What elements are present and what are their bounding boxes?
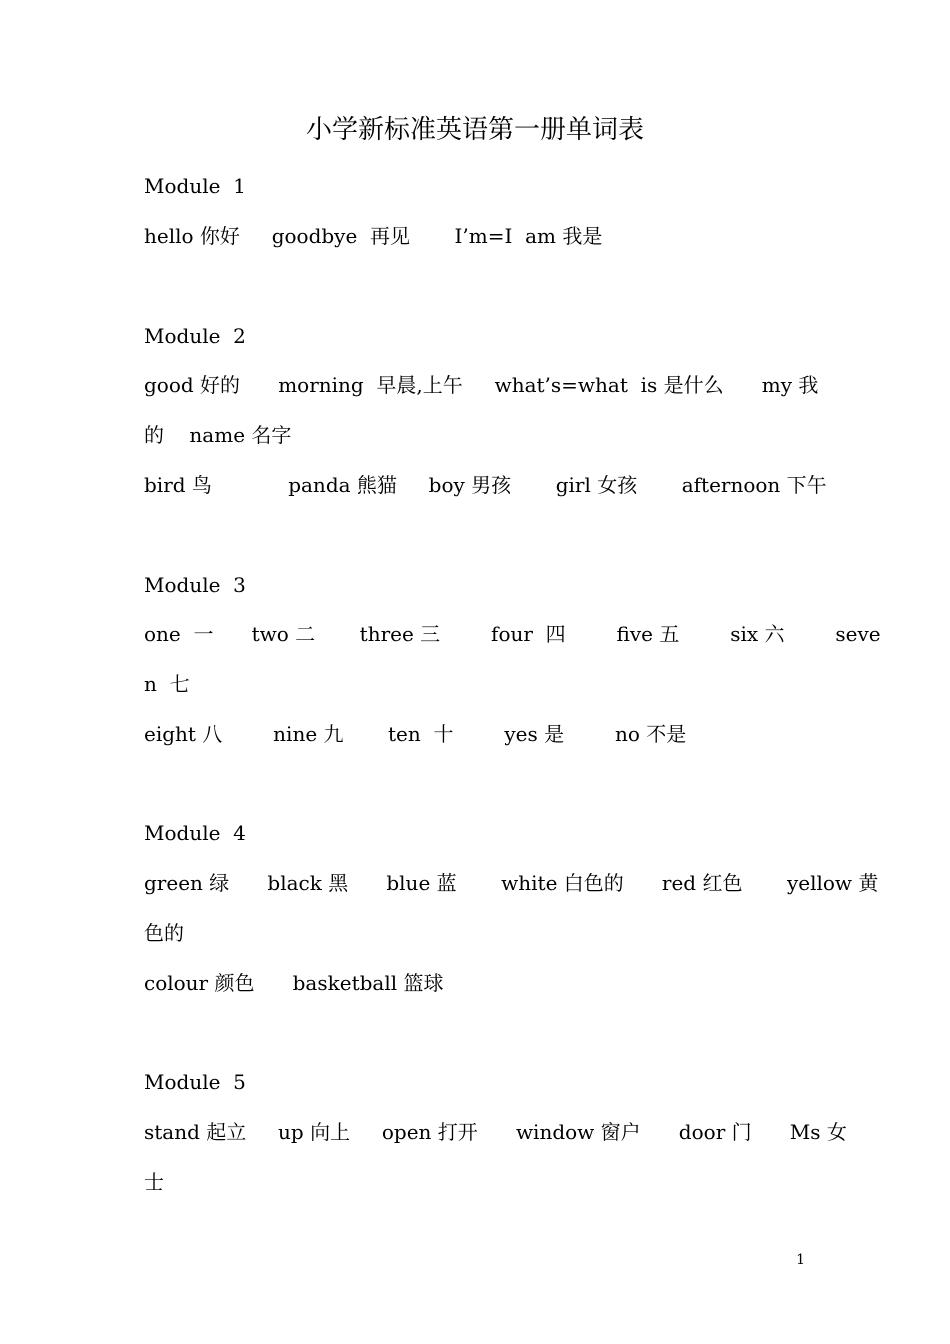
page-number: 1 bbox=[796, 1252, 805, 1268]
module-2-line-1: good 好的 morning 早晨,上午 what’s=what is 是什么 my 我 bbox=[144, 373, 819, 397]
module-3-line-3: eight 八 nine 九 ten 十 yes 是 no 不是 bbox=[144, 722, 687, 746]
module-1-heading: Module 1 bbox=[144, 174, 246, 198]
module-4-line-3: colour 颜色 basketball 篮球 bbox=[144, 971, 444, 995]
module-2-line-2: 的 name 名字 bbox=[144, 423, 292, 447]
module-4-heading: Module 4 bbox=[144, 821, 246, 845]
module-3-heading: Module 3 bbox=[144, 573, 246, 597]
module-5-heading: Module 5 bbox=[144, 1070, 246, 1094]
module-3-line-1: one 一 two 二 three 三 four 四 five 五 six 六 seve bbox=[144, 622, 881, 646]
module-5-line-2: 士 bbox=[144, 1170, 164, 1194]
module-5-line-1: stand 起立 up 向上 open 打开 window 窗户 door 门 Ms 女 bbox=[144, 1120, 847, 1144]
module-1-line-1: hello 你好 goodbye 再见 I’m=I am 我是 bbox=[144, 224, 603, 248]
module-4-line-1: green 绿 black 黑 blue 蓝 white 白色的 red 红色 yellow 黄 bbox=[144, 871, 879, 895]
page-title: 小学新标准英语第一册单词表 bbox=[305, 115, 644, 145]
module-2-heading: Module 2 bbox=[144, 324, 246, 348]
module-2-line-3: bird 鸟 panda 熊猫 boy 男孩 girl 女孩 afternoon 下午 bbox=[144, 473, 827, 497]
module-3-line-2: n 七 bbox=[144, 672, 190, 696]
module-4-line-2: 色的 bbox=[144, 921, 184, 945]
